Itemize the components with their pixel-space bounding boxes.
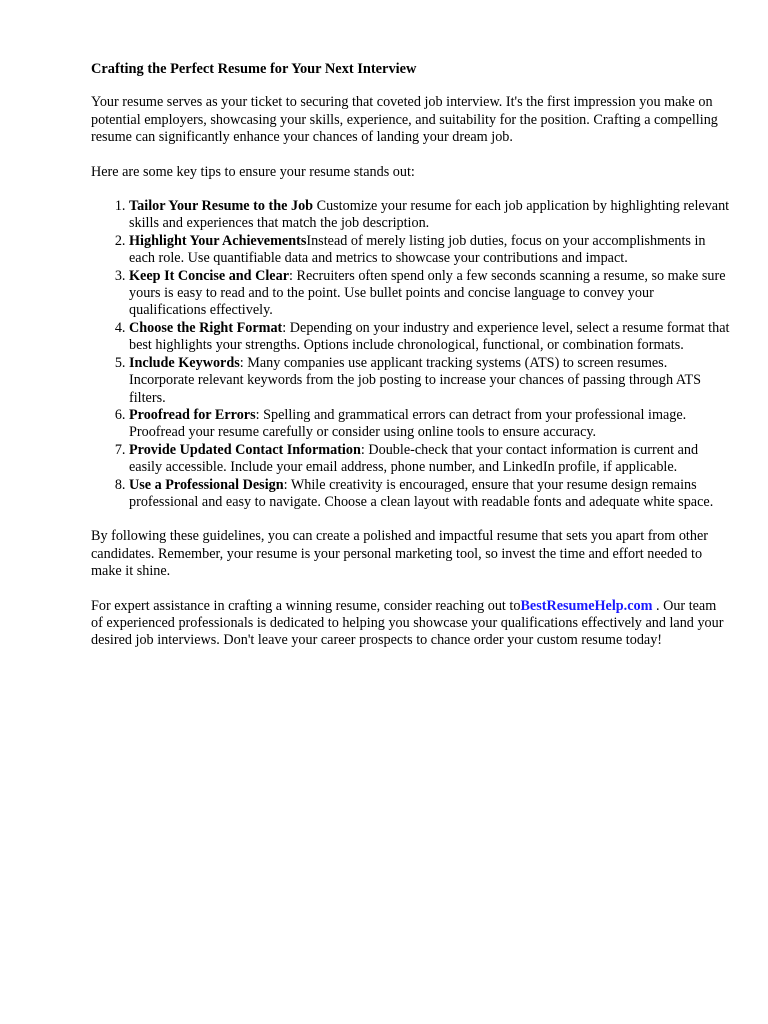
conclusion-paragraph: By following these guidelines, you can create a polished and impactful resume that sets you apart from other candidates. Remember, your resume is your personal marketing tool, so invest the time and effort needed to make it shine. xyxy=(91,528,708,580)
tip-item xyxy=(129,477,731,512)
tip-body: : Spelling and grammatical errors can detract from your professional image. Proofread your resume carefully or consider using online tools to ensure accuracy. xyxy=(129,406,687,441)
tip-heading: Tailor Your Resume to the Job xyxy=(129,198,314,215)
bestresumehelp-link[interactable]: BestResumeHelp.com xyxy=(520,597,653,614)
cta-text-before: For expert assistance in crafting a winning resume, consider reaching out to xyxy=(91,597,521,614)
tip-heading: Provide Updated Contact Information xyxy=(129,441,361,458)
tip-body: Instead of merely listing job duties, focus on your accomplishments in each role. Use quantifiable data and metrics to showcase your contributions and impact. xyxy=(129,232,706,267)
tip-heading: Keep It Concise and Clear xyxy=(129,267,289,284)
tip-item xyxy=(129,355,731,407)
cta-text-after: . Our team of experienced professionals is dedicated to helping you showcase your qualifications effectively and land your desired job interviews. Don't leave your career prospects to chance order your custom resume today! xyxy=(91,597,724,649)
intro-paragraph: Your resume serves as your ticket to securing that coveted job interview. It's the first impression you make on potential employers, showcasing your skills, experience, and suitability for the position. Crafting a compelling resume can significantly enhance your chances of landing your dream job. xyxy=(91,94,718,146)
tip-body: : Many companies use applicant tracking systems (ATS) to screen resumes. Incorporate relevant keywords from the job posting to increase your chances of passing through ATS filters. xyxy=(129,354,702,406)
tips-list xyxy=(91,198,731,511)
tip-body: : Depending on your industry and experience level, select a resume format that best highlights your strengths. Options include chronological, functional, or combination formats. xyxy=(129,319,730,354)
document-page xyxy=(91,61,731,667)
tip-body: : Recruiters often spend only a few seconds scanning a resume, so make sure yours is easy to read and to the point. Use bullet points and concise language to convey your qualifications effectively. xyxy=(129,267,726,319)
cta-paragraph xyxy=(91,598,731,650)
tip-item xyxy=(129,198,731,233)
tip-heading: Choose the Right Format xyxy=(129,319,283,336)
tip-heading: Use a Professional Design xyxy=(129,476,284,493)
tip-body: Customize your resume for each job application by highlighting relevant skills and experiences that match the job description. xyxy=(129,198,730,232)
tip-heading: Highlight Your Achievements xyxy=(129,232,307,249)
tip-body: : Double-check that your contact information is current and easily accessible. Include your email address, phone number, and LinkedIn profile, if applicable. xyxy=(129,441,699,476)
tip-item xyxy=(129,407,731,442)
tips-lead-in: Here are some key tips to ensure your resume stands out: xyxy=(91,163,415,180)
tip-heading: Include Keywords xyxy=(129,354,240,371)
tip-item xyxy=(129,233,731,268)
tip-body: : While creativity is encouraged, ensure that your resume design remains professional and easy to navigate. Choose a clean layout with readable fonts and adequate white space. xyxy=(129,476,714,510)
tip-heading: Proofread for Errors xyxy=(129,406,256,423)
tip-item xyxy=(129,268,731,320)
tip-item xyxy=(129,442,731,477)
document-title: Crafting the Perfect Resume for Your Next Interview xyxy=(91,61,417,77)
tip-item xyxy=(129,320,731,355)
